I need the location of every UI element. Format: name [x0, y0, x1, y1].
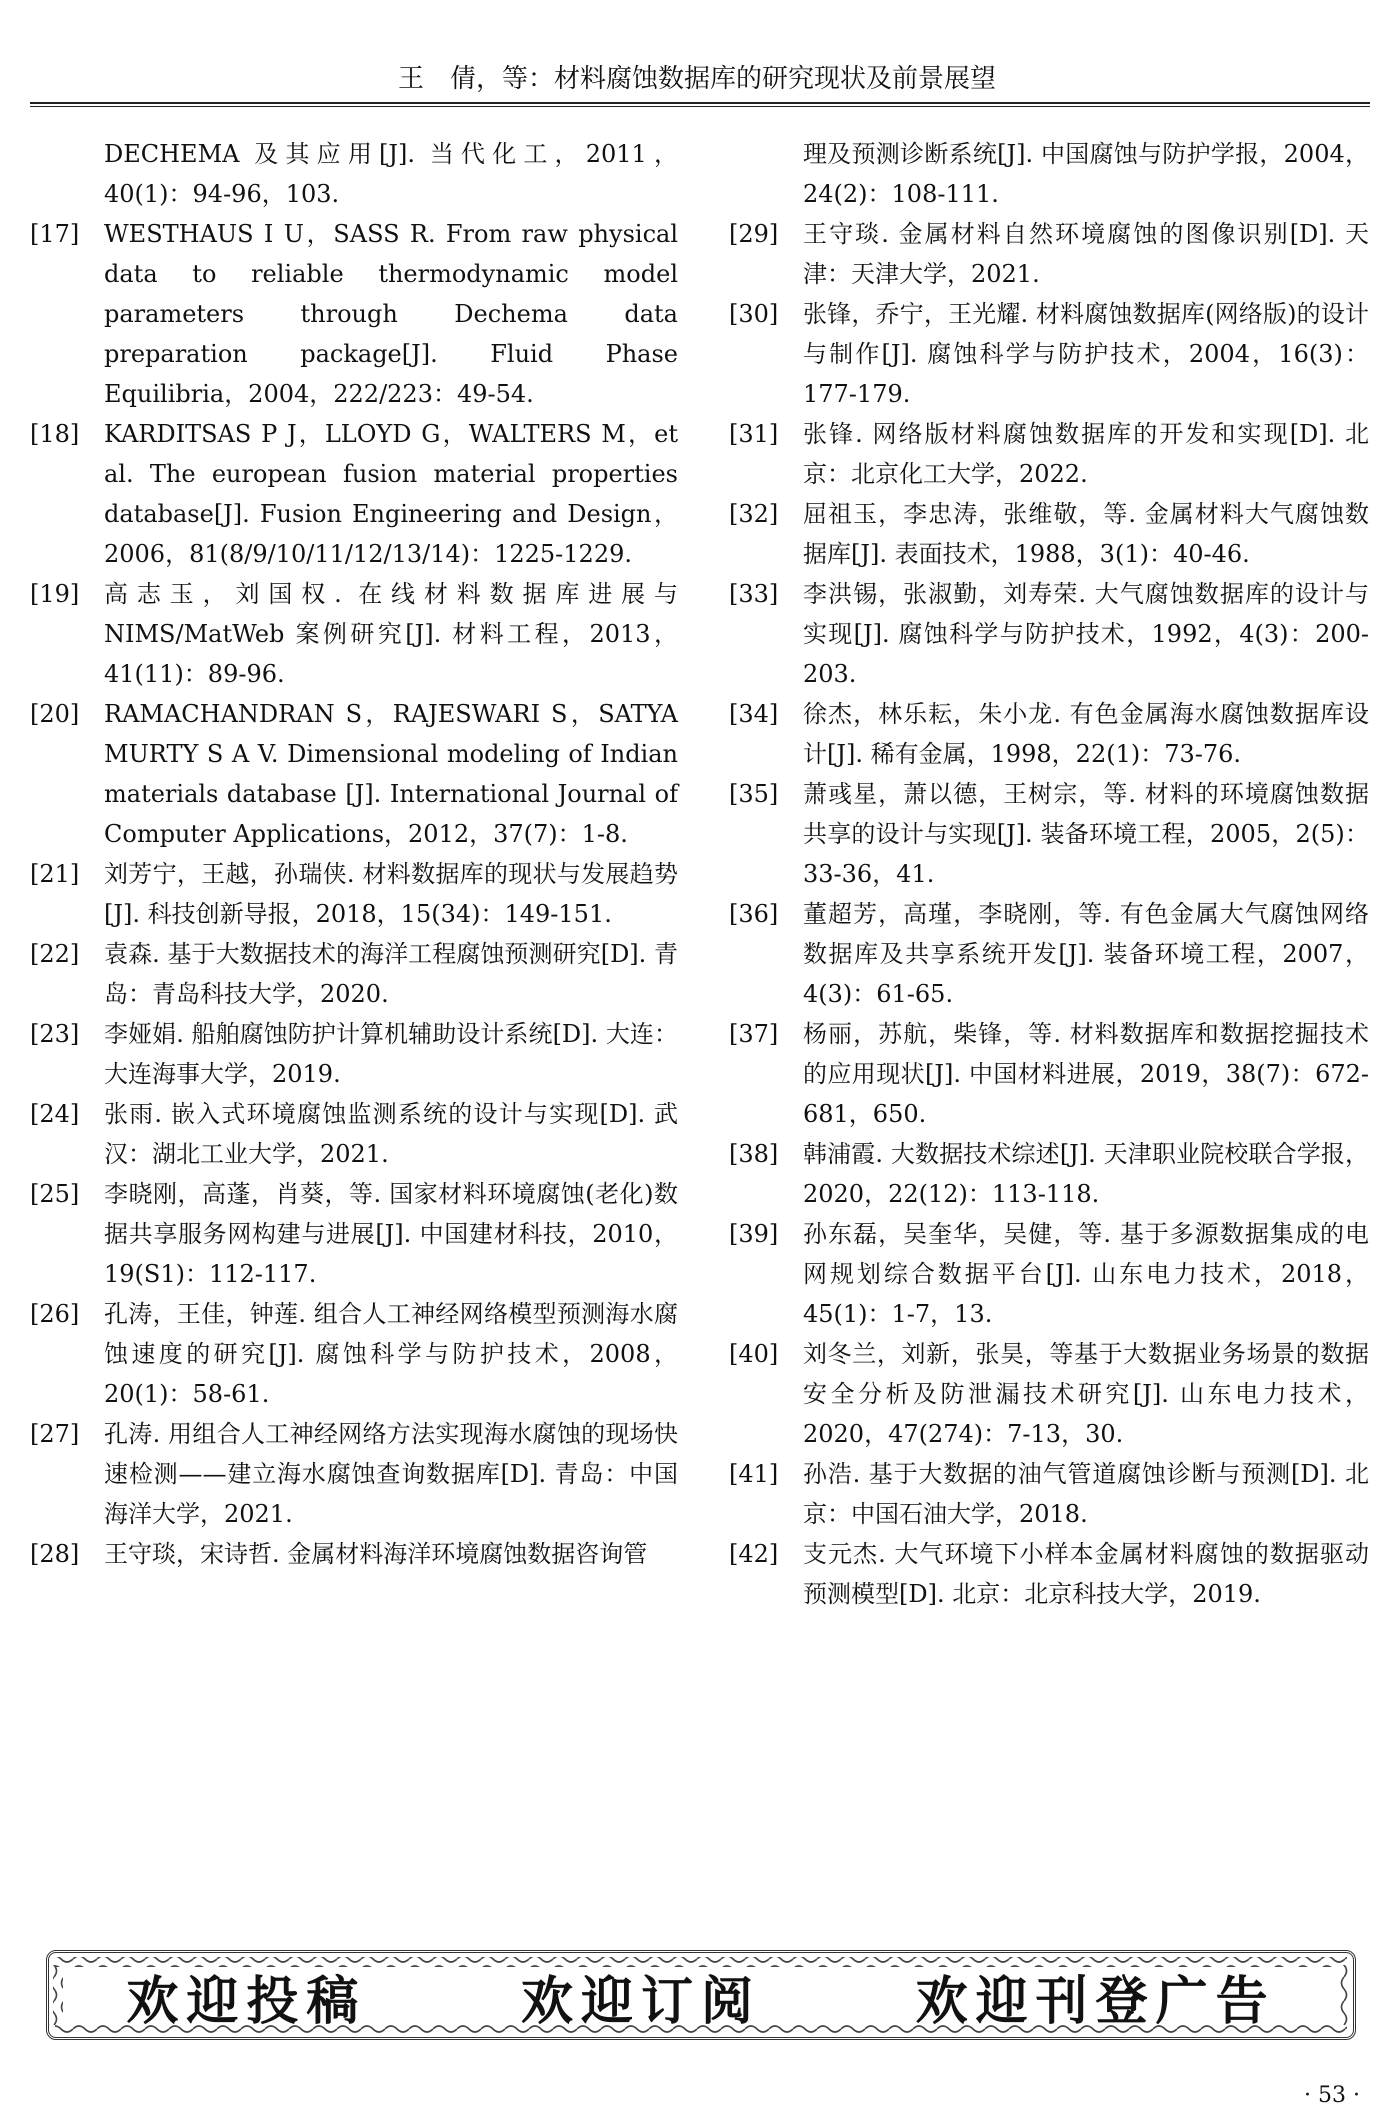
reference-item [729, 134, 1369, 214]
reference-item [30, 1094, 678, 1174]
reference-text: 韩浦霞. 大数据技术综述[J]. 天津职业院校联合学报，2020，22(12)：113-118. [803, 1140, 1369, 1208]
reference-number: [38] [729, 1140, 779, 1168]
reference-item [30, 214, 678, 414]
reference-text: 董超芳，高瑾，李晓刚，等. 有色金属大气腐蚀网络数据库及共享系统开发[J]. 装备环境工程，2007，4(3)：61-65. [803, 900, 1369, 1008]
reference-text: 刘芳宁，王越，孙瑞侠. 材料数据库的现状与发展趋势[J]. 科技创新导报，2018，15(34)：149-151. [104, 860, 678, 928]
reference-number: [28] [30, 1540, 80, 1568]
reference-text: 理及预测诊断系统[J]. 中国腐蚀与防护学报，2004，24(2)：108-111. [803, 140, 1369, 208]
reference-number: [37] [729, 1020, 779, 1048]
reference-text: 孙东磊，吴奎华，吴健，等. 基于多源数据集成的电网规划综合数据平台[J]. 山东电力技术，2018，45(1)：1-7，13. [803, 1220, 1369, 1328]
reference-number: [18] [30, 420, 80, 448]
reference-number: [41] [729, 1460, 779, 1488]
reference-item [729, 694, 1369, 774]
reference-number: [33] [729, 580, 779, 608]
reference-item [729, 1134, 1369, 1214]
reference-number: [36] [729, 900, 779, 928]
reference-item [30, 414, 678, 574]
banner-text-submit: 欢迎投稿 [126, 1971, 367, 2032]
reference-text: KARDITSAS P J，LLOYD G，WALTERS M，et al. The european fusion material properties database[J]. Fusion Engineering and Design，2006，81(8/9/10/11/12/13/14)：1225-1229. [104, 420, 678, 568]
references-right-column [729, 134, 1369, 1614]
reference-number: [24] [30, 1100, 80, 1128]
reference-number: [26] [30, 1300, 80, 1328]
banner-text-advertise: 欢迎刊登广告 [915, 1971, 1276, 2032]
reference-text: 李洪锡，张淑勤，刘寿荣. 大气腐蚀数据库的设计与实现[J]. 腐蚀科学与防护技术，1992，4(3)：200-203. [803, 580, 1369, 688]
reference-item [30, 934, 678, 1014]
reference-item [729, 574, 1369, 694]
reference-number: [21] [30, 860, 80, 888]
references-left-column [30, 134, 678, 1574]
reference-text: 高志玉，刘国权. 在线材料数据库进展与 NIMS/MatWeb 案例研究[J]. 材料工程，2013，41(11)：89-96. [104, 580, 678, 688]
reference-item [30, 134, 678, 214]
reference-text: WESTHAUS I U，SASS R. From raw physical data to reliable thermodynamic model parameters through Dechema data preparation package[J]. Fluid Phase Equilibria，2004，222/223：49-54. [104, 220, 678, 408]
reference-text: 李晓刚，高蓬，肖葵，等. 国家材料环境腐蚀(老化)数据共享服务网构建与进展[J]. 中国建材科技，2010，19(S1)：112-117. [104, 1180, 678, 1288]
reference-number: [31] [729, 420, 779, 448]
reference-item [729, 774, 1369, 894]
reference-text: 李娅娟. 船舶腐蚀防护计算机辅助设计系统[D]. 大连：大连海事大学，2019. [104, 1020, 678, 1088]
reference-text: 徐杰，林乐耘，朱小龙. 有色金属海水腐蚀数据库设计[J]. 稀有金属，1998，22(1)：73-76. [803, 700, 1369, 768]
reference-item [729, 1334, 1369, 1454]
reference-text: 王守琰，宋诗哲. 金属材料海洋环境腐蚀数据咨询管 [104, 1540, 648, 1568]
reference-item [729, 494, 1369, 574]
reference-item [30, 1014, 678, 1094]
reference-number: [17] [30, 220, 80, 248]
reference-item [729, 414, 1369, 494]
reference-item [30, 1534, 678, 1574]
reference-text: 张锋. 网络版材料腐蚀数据库的开发和实现[D]. 北京：北京化工大学，2022. [803, 420, 1369, 488]
reference-text: 孔涛，王佳，钟莲. 组合人工神经网络模型预测海水腐蚀速度的研究[J]. 腐蚀科学与防护技术，2008，20(1)：58-61. [104, 1300, 678, 1408]
reference-number: [20] [30, 700, 80, 728]
reference-number: [35] [729, 780, 779, 808]
reference-item [30, 574, 678, 694]
reference-text: 张雨. 嵌入式环境腐蚀监测系统的设计与实现[D]. 武汉：湖北工业大学，2021. [104, 1100, 678, 1168]
reference-text: 萧彧星，萧以德，王树宗，等. 材料的环境腐蚀数据共享的设计与实现[J]. 装备环境工程，2005，2(5)：33-36，41. [803, 780, 1369, 888]
reference-item [30, 1414, 678, 1534]
reference-item [729, 214, 1369, 294]
reference-number: [27] [30, 1420, 80, 1448]
reference-number: [42] [729, 1540, 779, 1568]
reference-item [729, 894, 1369, 1014]
reference-text: DECHEMA 及其应用[J]. 当代化工，2011，40(1)：94-96，103. [104, 140, 678, 208]
reference-text: 杨丽，苏航，柴锋，等. 材料数据库和数据挖掘技术的应用现状[J]. 中国材料进展，2019，38(7)：672-681，650. [803, 1020, 1369, 1128]
reference-number: [29] [729, 220, 779, 248]
reference-text: RAMACHANDRAN S，RAJESWARI S，SATYA MURTY S A V. Dimensional modeling of Indian materials database [J]. International Journal of Computer Applications，2012，37(7)：1-8. [104, 700, 678, 848]
reference-number: [32] [729, 500, 779, 528]
banner-text-subscribe: 欢迎订阅 [520, 1971, 761, 2032]
reference-number: [25] [30, 1180, 80, 1208]
reference-item [729, 1454, 1369, 1534]
reference-number: [23] [30, 1020, 80, 1048]
reference-text: 张锋，乔宁，王光耀. 材料腐蚀数据库(网络版)的设计与制作[J]. 腐蚀科学与防护技术，2004，16(3)：177-179. [803, 300, 1369, 408]
reference-number: [22] [30, 940, 80, 968]
header-rule [30, 102, 1370, 104]
reference-item [30, 1294, 678, 1414]
reference-text: 屈祖玉，李忠涛，张维敬，等. 金属材料大气腐蚀数据库[J]. 表面技术，1988，3(1)：40-46. [803, 500, 1369, 568]
reference-item [729, 1014, 1369, 1134]
reference-number: [39] [729, 1220, 779, 1248]
reference-text: 支元杰. 大气环境下小样本金属材料腐蚀的数据驱动预测模型[D]. 北京：北京科技大学，2019. [803, 1540, 1369, 1608]
header-rule-thin [30, 106, 1370, 107]
reference-text: 袁森. 基于大数据技术的海洋工程腐蚀预测研究[D]. 青岛：青岛科技大学，2020. [104, 940, 678, 1008]
reference-text: 王守琰. 金属材料自然环境腐蚀的图像识别[D]. 天津：天津大学，2021. [803, 220, 1369, 288]
reference-item [30, 854, 678, 934]
reference-number: [30] [729, 300, 779, 328]
reference-text: 孔涛. 用组合人工神经网络方法实现海水腐蚀的现场快速检测——建立海水腐蚀查询数据库[D]. 青岛：中国海洋大学，2021. [104, 1420, 678, 1528]
reference-number: [34] [729, 700, 779, 728]
reference-item [729, 294, 1369, 414]
reference-text: 孙浩. 基于大数据的油气管道腐蚀诊断与预测[D]. 北京：中国石油大学，2018. [803, 1460, 1369, 1528]
reference-item [30, 1174, 678, 1294]
reference-item [729, 1534, 1369, 1614]
reference-item [729, 1214, 1369, 1334]
welcome-banner [46, 1950, 1356, 2040]
reference-text: 刘冬兰，刘新，张昊，等基于大数据业务场景的数据安全分析及防泄漏技术研究[J]. 山东电力技术，2020，47(274)：7-13，30. [803, 1340, 1369, 1448]
running-header: 王 倩，等：材料腐蚀数据库的研究现状及前景展望 [397, 64, 996, 94]
page-number: · 53 · [1304, 2083, 1360, 2108]
reference-number: [19] [30, 580, 80, 608]
reference-item [30, 694, 678, 854]
reference-number: [40] [729, 1340, 779, 1368]
